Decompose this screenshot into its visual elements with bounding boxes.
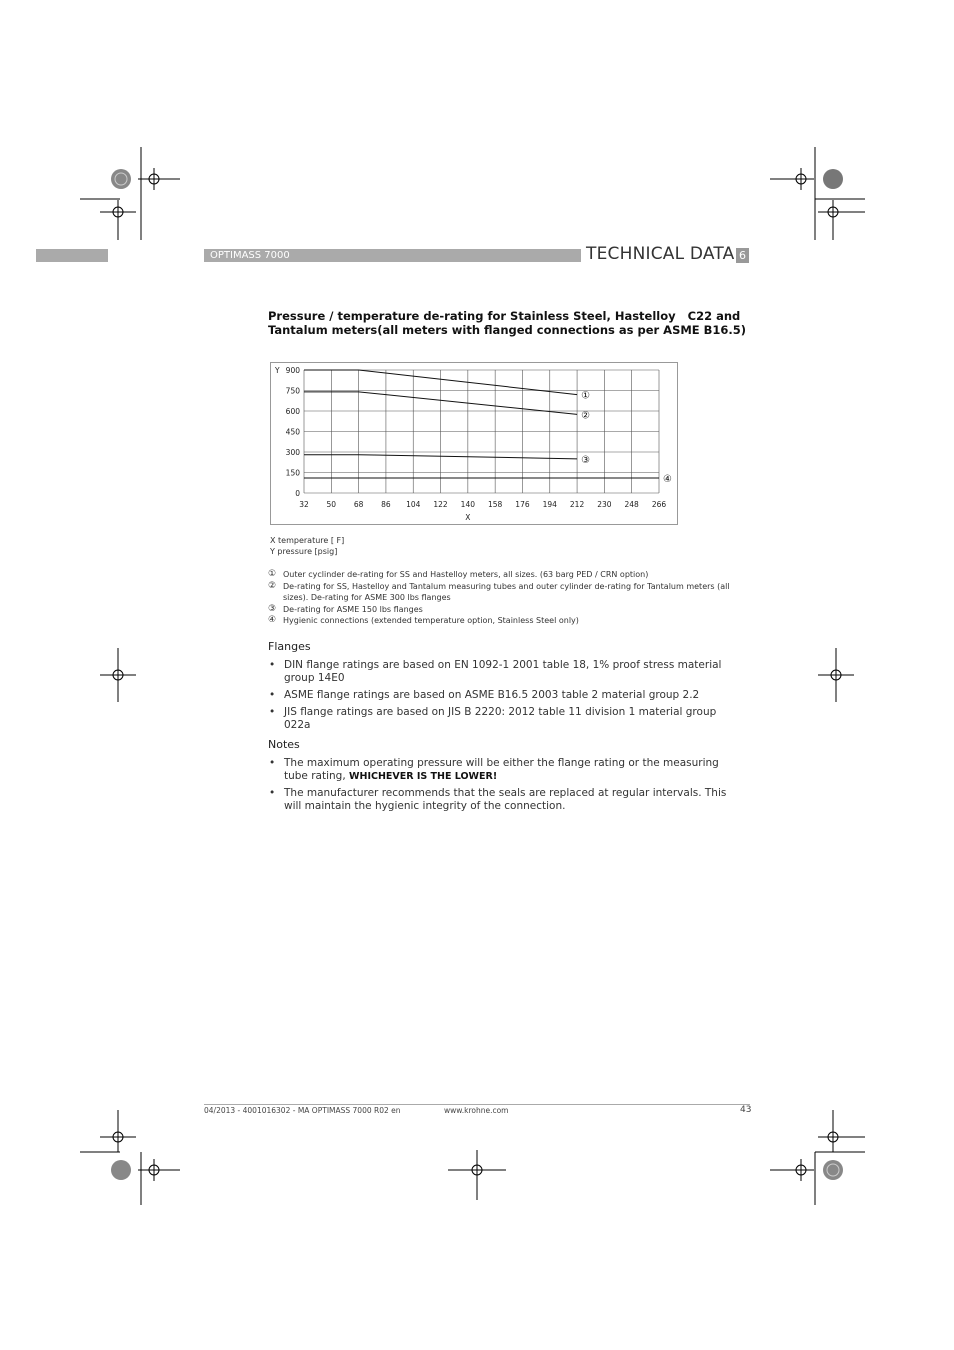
series-label: ③ [581, 454, 591, 466]
section-title: Pressure / temperature de-rating for Stainless Steel, Hastelloy C22 and Tantalum meters(all meters with flanged connections as per ASME B16.5) [268, 309, 747, 337]
registration-mark-icon [814, 648, 858, 702]
legend-text: De-rating for ASME 150 lbs flanges [283, 604, 423, 614]
y-axis-letter: Y [275, 366, 280, 375]
x-tick-label: 158 [487, 500, 503, 509]
registration-mark-icon [770, 140, 880, 240]
x-axis-caption: X temperature [ F] [270, 536, 345, 545]
x-tick-label: 86 [381, 500, 391, 509]
x-tick-label: 104 [406, 500, 421, 509]
registration-mark-icon [80, 140, 200, 240]
legend-number: ① [268, 569, 277, 579]
list-item: • ASME flange ratings are based on ASME B16.5 2003 table 2 material group 2.2 [268, 689, 738, 702]
x-tick-label: 68 [353, 500, 364, 509]
legend-item [268, 604, 748, 616]
note-emphasis: WHICHEVER IS THE LOWER! [349, 771, 498, 782]
x-tick-label: 32 [299, 500, 309, 509]
legend-text: Outer cyclinder de-rating for SS and Hastelloy meters, all sizes. (63 barg PED / CRN option) [283, 570, 649, 579]
y-tick-label: 750 [285, 386, 300, 396]
flanges-list [268, 659, 738, 736]
legend-item [268, 615, 748, 627]
footer-page-number: 43 [740, 1105, 752, 1115]
x-tick-label: 176 [515, 500, 530, 509]
footer-document-id: 04/2013 - 4001016302 - MA OPTIMASS 7000 R02 en [204, 1106, 401, 1115]
list-item: • DIN flange ratings are based on EN 1092-1 2001 table 18, 1% proof stress material group 14E0 [268, 659, 738, 685]
list-item: • JIS flange ratings are based on JIS B 2220: 2012 table 11 division 1 material group 022a [268, 706, 738, 732]
series-label: ④ [663, 473, 672, 485]
legend-item [268, 581, 748, 604]
x-tick-label: 266 [651, 500, 667, 509]
x-tick-label: 194 [542, 500, 557, 509]
registration-mark-icon [96, 648, 140, 702]
x-tick-label: 230 [597, 500, 612, 509]
registration-mark-icon [80, 1110, 200, 1205]
y-tick-label: 300 [285, 448, 300, 457]
legend-number: ③ [268, 603, 277, 614]
legend-number: ② [268, 580, 277, 591]
registration-mark-icon [770, 1110, 880, 1205]
footer-divider [204, 1104, 750, 1105]
series-label: ① [581, 390, 591, 402]
note-text: The maximum operating pressure will be either the flange rating or the measuring tube rating, [284, 757, 719, 782]
list-item [268, 757, 738, 783]
y-tick-label: 450 [285, 427, 300, 437]
footer-url: www.krohne.com [444, 1106, 509, 1115]
registration-mark-icon [448, 1150, 506, 1200]
legend-item [268, 569, 748, 581]
x-tick-label: 50 [326, 500, 337, 509]
flanges-heading: Flanges [268, 640, 311, 653]
derating-chart [270, 362, 678, 525]
legend-text: Hygienic connections (extended temperature option, Stainless Steel only) [283, 616, 579, 625]
header-chapter-title: TECHNICAL DATA [586, 244, 735, 264]
legend-text: De-rating for SS, Hastelloy and Tantalum measuring tubes and outer cylinder de-rating for Tantalum meters (all sizes). De-rating for ASME 300 lbs flanges [283, 581, 730, 602]
header-chapter-number: 6 [736, 248, 749, 263]
y-tick-label: 900 [285, 366, 300, 375]
x-tick-label: 140 [460, 500, 476, 509]
y-tick-label: 0 [295, 489, 300, 498]
notes-list [268, 757, 738, 817]
notes-heading: Notes [268, 738, 300, 751]
x-axis-letter: X [465, 513, 471, 522]
list-item: • The manufacturer recommends that the seals are replaced at regular intervals. This will maintain the hygienic integrity of the connection. [268, 787, 738, 813]
chart-legend [268, 569, 748, 627]
x-tick-label: 212 [569, 500, 585, 509]
legend-number: ④ [268, 615, 277, 625]
y-tick-label: 150 [285, 468, 300, 478]
header-product-name: OPTIMASS 7000 [210, 250, 290, 261]
x-tick-label: 122 [433, 500, 448, 509]
x-tick-label: 248 [624, 500, 639, 509]
y-axis-caption: Y pressure [psig] [270, 547, 338, 556]
header-bar-left [36, 249, 108, 262]
series-label: ② [581, 410, 591, 422]
y-tick-label: 600 [285, 407, 300, 416]
